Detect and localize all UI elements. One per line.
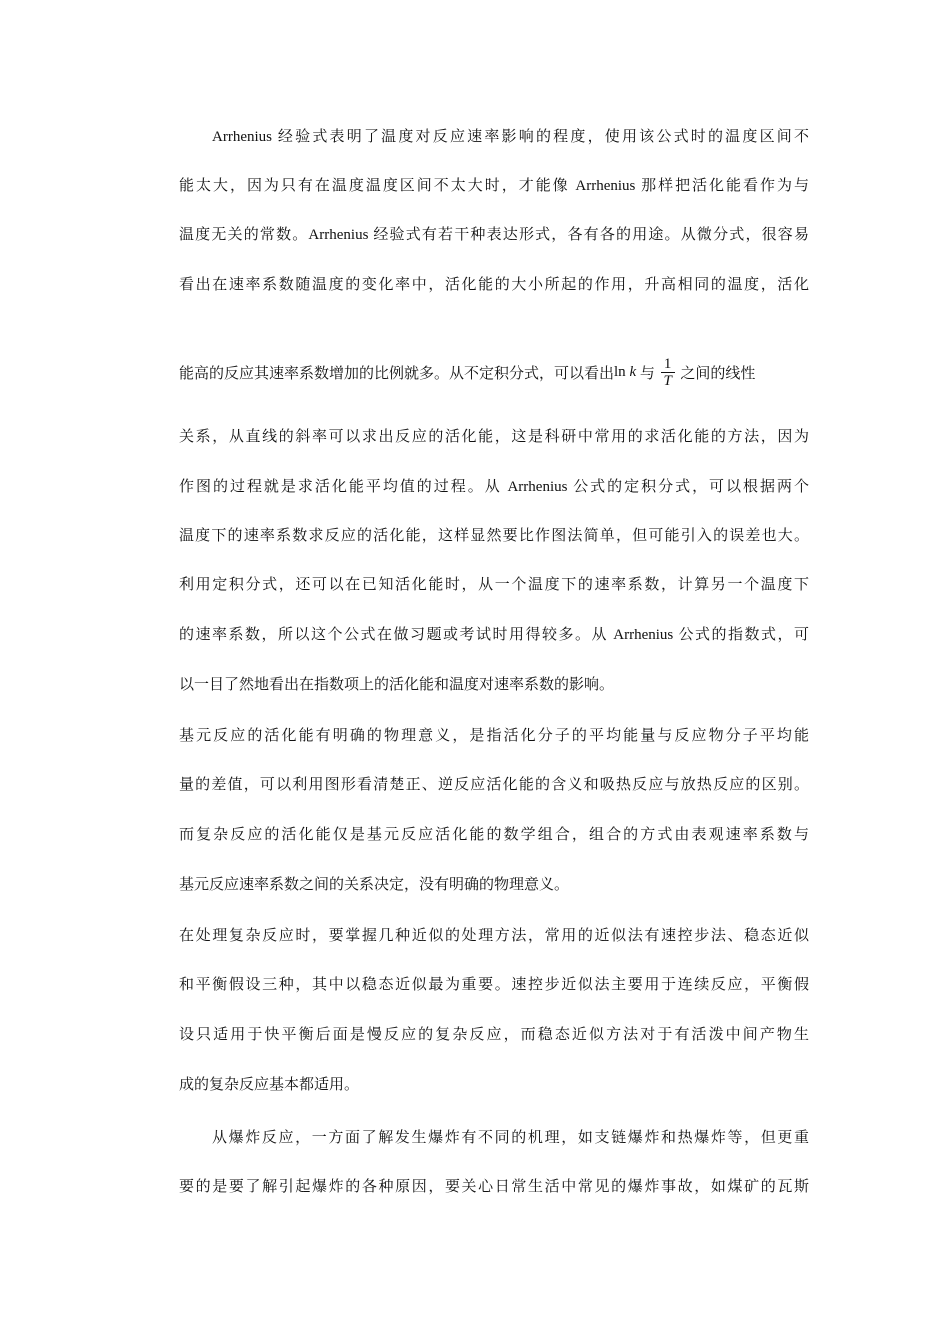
- formula-connector-text: 与: [636, 365, 659, 382]
- p3-line-3: 设只适用于快平衡后面是慢反应的复杂反应，而稳态近似方法对于有活泼中间产物生: [179, 1027, 809, 1043]
- p2-line-3: 而复杂反应的活化能仅是基元反应活化能的数学组合，组合的方式由表观速率系数与: [179, 827, 809, 843]
- ln-operator: ln: [614, 363, 626, 380]
- p1-line-1: Arrhenius 经验式表明了温度对反应速率影响的程度，使用该公式时的温度区间不: [212, 129, 809, 145]
- p1-line-5-with-formula: [179, 352, 809, 392]
- p1-line-6: 关系，从直线的斜率可以求出反应的活化能，这是科研中常用的求活化能的方法，因为: [179, 429, 809, 445]
- p4-line-2: 要的是要了解引起爆炸的各种原因，要关心日常生活中常见的爆炸事故，如煤矿的瓦斯: [179, 1179, 809, 1195]
- formula-prefix-text: 能高的反应其速率系数增加的比例就多。从不定积分式，可以看出: [179, 365, 615, 382]
- p4-line-1: 从爆炸反应，一方面了解发生爆炸有不同的机理，如支链爆炸和热爆炸等，但更重: [212, 1130, 809, 1146]
- p3-line-2: 和平衡假设三种，其中以稳态近似最为重要。速控步近似法主要用于连续反应，平衡假: [179, 977, 809, 993]
- fraction-numerator: 1: [663, 355, 672, 372]
- variable-k: k: [629, 363, 637, 380]
- p1-line-7: 作图的过程就是求活化能平均值的过程。从 Arrhenius 公式的定积分式，可以根据两个: [179, 479, 809, 495]
- fraction-denominator: T: [663, 372, 672, 389]
- p1-line-8: 温度下的速率系数求反应的活化能，这样显然要比作图法简单，但可能引入的误差也大。: [179, 528, 809, 544]
- p1-line-9: 利用定积分式，还可以在已知活化能时，从一个温度下的速率系数，计算另一个温度下: [179, 577, 809, 593]
- p3-line-1: 在处理复杂反应时，要掌握几种近似的处理方法，常用的近似法有速控步法、稳态近似: [179, 928, 809, 944]
- p2-line-1: 基元反应的活化能有明确的物理意义，是指活化分子的平均能量与反应物分子平均能: [179, 728, 809, 744]
- p1-line-4: 看出在速率系数随温度的变化率中，活化能的大小所起的作用，升高相同的温度，活化: [179, 277, 809, 293]
- p1-line-11: 以一目了然地看出在指数项上的活化能和温度对速率系数的影响。: [179, 677, 615, 693]
- p2-line-2: 量的差值，可以利用图形看清楚正、逆反应活化能的含义和吸热反应与放热反应的区别。: [179, 777, 809, 793]
- formula-suffix-text: 之间的线性: [676, 365, 756, 382]
- p2-line-4: 基元反应速率系数之间的关系决定，没有明确的物理意义。: [179, 877, 570, 893]
- p1-line-2: 能太大，因为只有在温度温度区间不太大时，才能像 Arrhenius 那样把活化能看作为与: [179, 178, 809, 194]
- p3-line-4: 成的复杂反应基本都适用。: [179, 1077, 360, 1093]
- p1-line-3: 温度无关的常数。Arrhenius 经验式有若干种表达形式，各有各的用途。从微分式，很容易: [179, 227, 809, 243]
- p1-line-10: 的速率系数，所以这个公式在做习题或考试时用得较多。从 Arrhenius 公式的指数式，可: [179, 627, 809, 643]
- fraction-one-over-t: [661, 356, 675, 389]
